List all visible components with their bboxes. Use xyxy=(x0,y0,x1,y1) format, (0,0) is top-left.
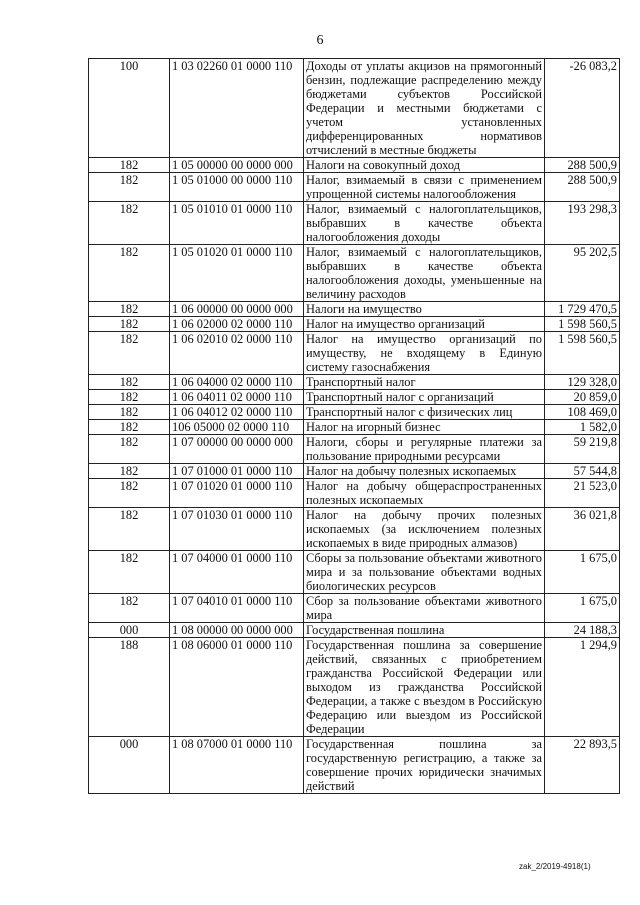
budget-code-cell: 1 07 01000 01 0000 110 xyxy=(170,464,304,479)
budget-code-cell: 1 05 01020 01 0000 110 xyxy=(170,245,304,302)
table-row xyxy=(89,623,620,638)
page-number: 6 xyxy=(316,33,324,48)
admin-code-cell: 182 xyxy=(89,420,170,435)
budget-code-cell: 1 06 04011 02 0000 110 xyxy=(170,390,304,405)
budget-code-cell: 1 07 04000 01 0000 110 xyxy=(170,551,304,594)
table-row xyxy=(89,737,620,794)
revenue-name-cell: Налоги на имущество xyxy=(304,302,545,317)
amount-cell: 1 675,0 xyxy=(545,551,620,594)
admin-code-cell: 000 xyxy=(89,623,170,638)
admin-code-cell: 182 xyxy=(89,390,170,405)
amount-cell: 59 219,8 xyxy=(545,435,620,464)
revenue-name-cell: Налог, взимаемый с налогоплательщиков, выбравших в качестве объекта налогообложения доходы, уменьшенные на величину расходов xyxy=(304,245,545,302)
revenue-name-cell: Государственная пошлина xyxy=(304,623,545,638)
amount-cell: 193 298,3 xyxy=(545,202,620,245)
budget-code-cell: 1 03 02260 01 0000 110 xyxy=(170,59,304,158)
budget-code-cell: 106 05000 02 0000 110 xyxy=(170,420,304,435)
table-row xyxy=(89,245,620,302)
table-row xyxy=(89,332,620,375)
admin-code-cell: 182 xyxy=(89,594,170,623)
budget-code-cell: 1 05 01000 00 0000 110 xyxy=(170,173,304,202)
amount-cell: -26 083,2 xyxy=(545,59,620,158)
revenue-name-cell: Налоги, сборы и регулярные платежи за пользование природными ресурсами xyxy=(304,435,545,464)
revenue-name-cell: Налог на имущество организаций xyxy=(304,317,545,332)
table-row xyxy=(89,464,620,479)
admin-code-cell: 182 xyxy=(89,173,170,202)
budget-code-cell: 1 07 01020 01 0000 110 xyxy=(170,479,304,508)
budget-code-cell: 1 06 04000 02 0000 110 xyxy=(170,375,304,390)
revenue-name-cell: Транспортный налог с физических лиц xyxy=(304,405,545,420)
amount-cell: 1 675,0 xyxy=(545,594,620,623)
admin-code-cell: 182 xyxy=(89,158,170,173)
admin-code-cell: 182 xyxy=(89,375,170,390)
document-footer-code: zak_2/2019-4918(1) xyxy=(519,862,591,871)
amount-cell: 1 729 470,5 xyxy=(545,302,620,317)
table-row xyxy=(89,594,620,623)
admin-code-cell: 182 xyxy=(89,405,170,420)
revenue-table-body xyxy=(89,59,620,794)
amount-cell: 1 598 560,5 xyxy=(545,332,620,375)
table-row xyxy=(89,59,620,158)
amount-cell: 36 021,8 xyxy=(545,508,620,551)
amount-cell: 57 544,8 xyxy=(545,464,620,479)
admin-code-cell: 188 xyxy=(89,638,170,737)
amount-cell: 108 469,0 xyxy=(545,405,620,420)
admin-code-cell: 182 xyxy=(89,435,170,464)
table-row xyxy=(89,405,620,420)
admin-code-cell: 182 xyxy=(89,317,170,332)
table-row xyxy=(89,435,620,464)
admin-code-cell: 000 xyxy=(89,737,170,794)
table-row xyxy=(89,551,620,594)
table-row xyxy=(89,508,620,551)
admin-code-cell: 182 xyxy=(89,302,170,317)
amount-cell: 95 202,5 xyxy=(545,245,620,302)
budget-code-cell: 1 08 00000 00 0000 000 xyxy=(170,623,304,638)
budget-code-cell: 1 05 01010 01 0000 110 xyxy=(170,202,304,245)
amount-cell: 1 598 560,5 xyxy=(545,317,620,332)
amount-cell: 1 294,9 xyxy=(545,638,620,737)
budget-code-cell: 1 07 00000 00 0000 000 xyxy=(170,435,304,464)
table-row xyxy=(89,390,620,405)
revenue-table xyxy=(88,58,620,794)
revenue-name-cell: Транспортный налог с организаций xyxy=(304,390,545,405)
revenue-name-cell: Транспортный налог xyxy=(304,375,545,390)
revenue-name-cell: Налог, взимаемый в связи с применением упрощенной системы налогообложения xyxy=(304,173,545,202)
revenue-name-cell: Государственная пошлина за совершение действий, связанных с приобретением гражданства Российской Федерации или выходом из гражданства Российской Федерации, а также с въездом в Российскую Федерацию или выездом из Российской Федерации xyxy=(304,638,545,737)
table-row xyxy=(89,420,620,435)
table-row xyxy=(89,302,620,317)
admin-code-cell: 182 xyxy=(89,332,170,375)
admin-code-cell: 182 xyxy=(89,479,170,508)
budget-code-cell: 1 08 07000 01 0000 110 xyxy=(170,737,304,794)
table-row xyxy=(89,375,620,390)
revenue-name-cell: Государственная пошлина за государственную регистрацию, а также за совершение прочих юридически значимых действий xyxy=(304,737,545,794)
revenue-name-cell: Сборы за пользование объектами животного мира и за пользование объектами водных биологических ресурсов xyxy=(304,551,545,594)
revenue-name-cell: Налог, взимаемый с налогоплательщиков, выбравших в качестве объекта налогообложения доходы xyxy=(304,202,545,245)
admin-code-cell: 182 xyxy=(89,464,170,479)
revenue-name-cell: Сбор за пользование объектами животного мира xyxy=(304,594,545,623)
revenue-name-cell: Налоги на совокупный доход xyxy=(304,158,545,173)
amount-cell: 288 500,9 xyxy=(545,173,620,202)
amount-cell: 1 582,0 xyxy=(545,420,620,435)
budget-code-cell: 1 06 02000 02 0000 110 xyxy=(170,317,304,332)
amount-cell: 24 188,3 xyxy=(545,623,620,638)
budget-code-cell: 1 06 04012 02 0000 110 xyxy=(170,405,304,420)
budget-code-cell: 1 06 00000 00 0000 000 xyxy=(170,302,304,317)
table-row xyxy=(89,479,620,508)
revenue-name-cell: Налог на добычу полезных ископаемых xyxy=(304,464,545,479)
budget-code-cell: 1 07 04010 01 0000 110 xyxy=(170,594,304,623)
amount-cell: 288 500,9 xyxy=(545,158,620,173)
revenue-name-cell: Доходы от уплаты акцизов на прямогонный бензин, подлежащие распределению между бюджетами субъектов Российской Федерации и местными бюджетами с учетом установленных дифференцированных нормативов отчислений в местные бюджеты xyxy=(304,59,545,158)
admin-code-cell: 100 xyxy=(89,59,170,158)
admin-code-cell: 182 xyxy=(89,551,170,594)
revenue-name-cell: Налог на добычу прочих полезных ископаемых (за исключением полезных ископаемых в виде природных алмазов) xyxy=(304,508,545,551)
table-row xyxy=(89,158,620,173)
revenue-name-cell: Налог на добычу общераспространенных полезных ископаемых xyxy=(304,479,545,508)
admin-code-cell: 182 xyxy=(89,202,170,245)
budget-code-cell: 1 07 01030 01 0000 110 xyxy=(170,508,304,551)
table-row xyxy=(89,317,620,332)
revenue-name-cell: Налог на имущество организаций по имуществу, не входящему в Единую систему газоснабжения xyxy=(304,332,545,375)
budget-code-cell: 1 06 02010 02 0000 110 xyxy=(170,332,304,375)
amount-cell: 129 328,0 xyxy=(545,375,620,390)
budget-code-cell: 1 05 00000 00 0000 000 xyxy=(170,158,304,173)
budget-code-cell: 1 08 06000 01 0000 110 xyxy=(170,638,304,737)
amount-cell: 21 523,0 xyxy=(545,479,620,508)
table-row xyxy=(89,638,620,737)
table-row xyxy=(89,173,620,202)
amount-cell: 20 859,0 xyxy=(545,390,620,405)
admin-code-cell: 182 xyxy=(89,508,170,551)
table-row xyxy=(89,202,620,245)
amount-cell: 22 893,5 xyxy=(545,737,620,794)
revenue-name-cell: Налог на игорный бизнес xyxy=(304,420,545,435)
admin-code-cell: 182 xyxy=(89,245,170,302)
